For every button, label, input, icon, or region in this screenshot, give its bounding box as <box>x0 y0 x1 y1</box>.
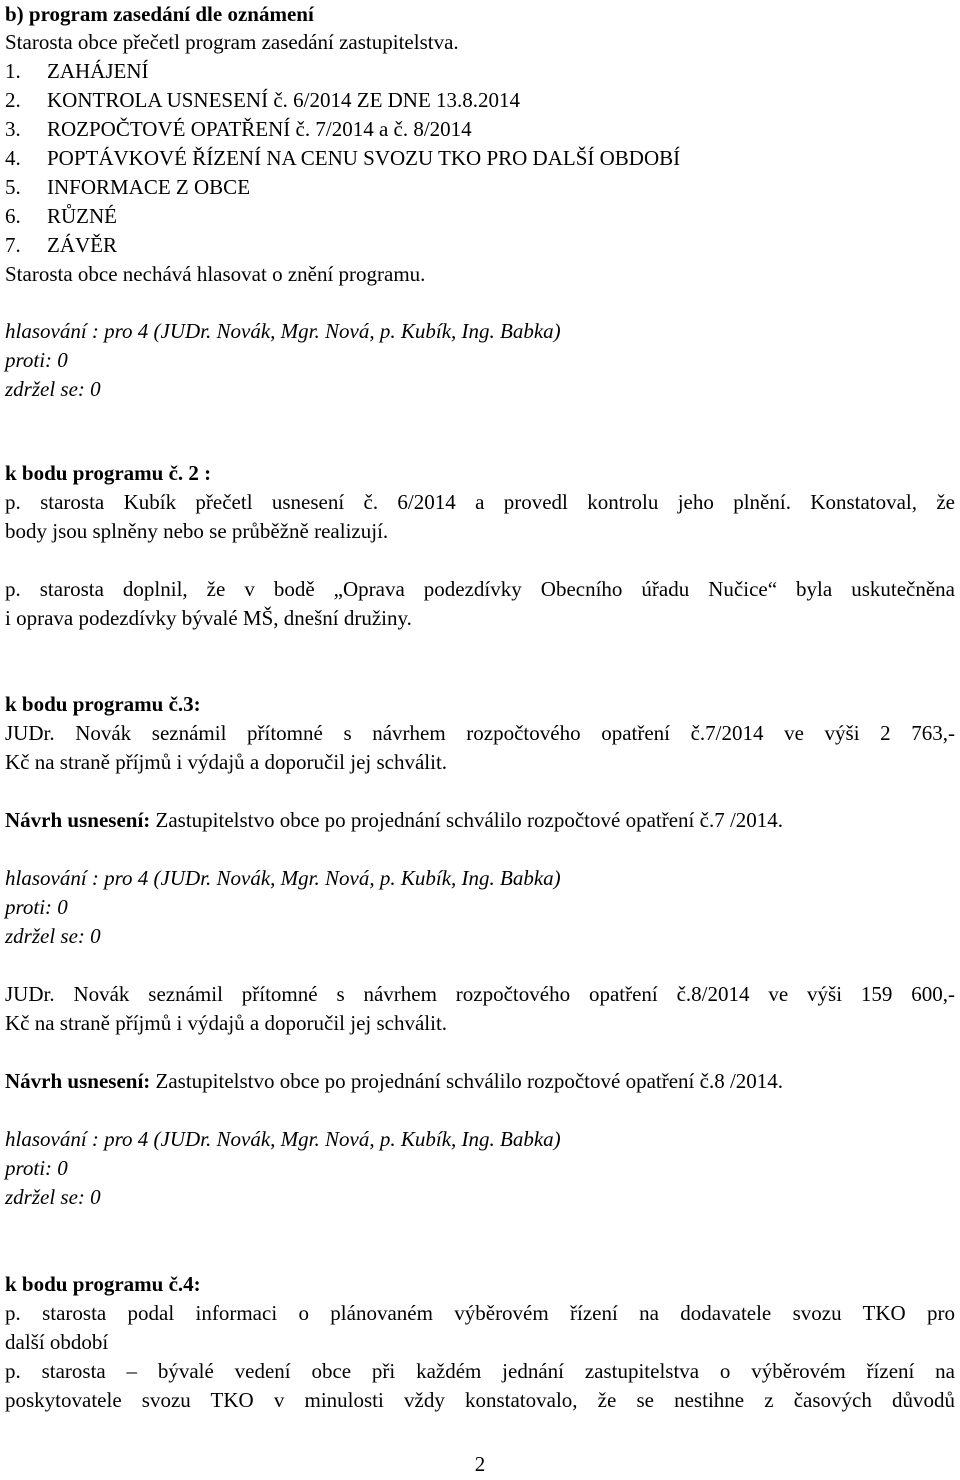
point-2-paragraph-1-line-2: body jsou splněny nebo se průběžně realizují. <box>5 519 389 543</box>
item-text: KONTROLA USNESENÍ č. 6/2014 ZE DNE 13.8.2014 <box>47 88 521 112</box>
item-number: 5. <box>5 175 21 199</box>
item-text: POPTÁVKOVÉ ŘÍZENÍ NA CENU SVOZU TKO PRO DALŠÍ OBDOBÍ <box>47 146 681 170</box>
point-2-paragraph-2-line-2: i oprava podezdívky bývalé MŠ, dnešní družiny. <box>5 606 412 630</box>
resolution-proposal <box>5 1067 783 1095</box>
program-item <box>5 144 680 172</box>
vote-abstain: zdržel se: 0 <box>5 1185 101 1209</box>
program-item <box>5 115 472 143</box>
item-number: 2. <box>5 88 21 112</box>
resolution-text: Zastupitelstvo obce po projednání schválilo rozpočtové opatření č.8 /2014. <box>150 1069 784 1093</box>
item-text: ZAHÁJENÍ <box>47 59 149 83</box>
point-3-a-line-2: Kč na straně příjmů i výdajů a doporučil jej schválit. <box>5 750 448 774</box>
vote-for: hlasování : pro 4 (JUDr. Novák, Mgr. Nová, p. Kubík, Ing. Babka) <box>5 319 561 343</box>
vote-call: Starosta obce nechává hlasovat o znění programu. <box>5 262 426 286</box>
point-2-heading: k bodu programu č. 2 : <box>5 461 212 485</box>
program-item <box>5 86 520 114</box>
point-4-heading: k bodu programu č.4: <box>5 1272 201 1296</box>
item-number: 6. <box>5 204 21 228</box>
item-text: RŮZNÉ <box>47 204 117 228</box>
item-number: 7. <box>5 233 21 257</box>
point-2-paragraph-1-line-1: p. starosta Kubík přečetl usnesení č. 6/2014 a provedl kontrolu jeho plnění. Konstatoval, že <box>5 490 955 514</box>
item-text: ROZPOČTOVÉ OPATŘENÍ č. 7/2014 a č. 8/2014 <box>47 117 472 141</box>
vote-against: proti: 0 <box>5 348 68 372</box>
point-4-line-2: další období <box>5 1330 109 1354</box>
resolution-proposal <box>5 806 783 834</box>
point-3-a-line-1: JUDr. Novák seznámil přítomné s návrhem rozpočtového opatření č.7/2014 ve výši 2 763,- <box>5 721 955 745</box>
vote-against: proti: 0 <box>5 1156 68 1180</box>
item-number: 1. <box>5 59 21 83</box>
point-3-b-line-2: Kč na straně příjmů i výdajů a doporučil jej schválit. <box>5 1011 448 1035</box>
point-4-line-3: p. starosta – bývalé vedení obce při každém jednání zastupitelstva o výběrovém řízení na <box>5 1359 955 1383</box>
vote-against: proti: 0 <box>5 895 68 919</box>
point-3-heading: k bodu programu č.3: <box>5 692 201 716</box>
item-text: INFORMACE Z OBCE <box>47 175 251 199</box>
point-3-b-line-1: JUDr. Novák seznámil přítomné s návrhem rozpočtového opatření č.8/2014 ve výši 159 600,- <box>5 982 955 1006</box>
resolution-label: Návrh usnesení: <box>5 808 151 832</box>
point-4-line-1: p. starosta podal informaci o plánovaném výběrovém řízení na dodavatele svozu TKO pro <box>5 1301 955 1325</box>
item-text: ZÁVĚR <box>47 233 117 257</box>
resolution-label: Návrh usnesení: <box>5 1069 151 1093</box>
program-item <box>5 231 117 259</box>
point-4-line-4: poskytovatele svozu TKO v minulosti vždy konstatovalo, že se nestihne z časových důvodů <box>5 1388 955 1412</box>
program-item <box>5 202 117 230</box>
program-item <box>5 57 148 85</box>
program-item <box>5 173 250 201</box>
page-number: 2 <box>474 1452 486 1476</box>
vote-for: hlasování : pro 4 (JUDr. Novák, Mgr. Nová, p. Kubík, Ing. Babka) <box>5 866 561 890</box>
point-2-paragraph-2-line-1: p. starosta doplnil, že v bodě „Oprava podezdívky Obecního úřadu Nučice“ byla uskutečněna <box>5 577 955 601</box>
section-b-heading: b) program zasedání dle oznámení <box>5 2 314 26</box>
vote-abstain: zdržel se: 0 <box>5 377 101 401</box>
vote-abstain: zdržel se: 0 <box>5 924 101 948</box>
resolution-text: Zastupitelstvo obce po projednání schválilo rozpočtové opatření č.7 /2014. <box>150 808 784 832</box>
program-intro: Starosta obce přečetl program zasedání zastupitelstva. <box>5 30 459 54</box>
item-number: 4. <box>5 146 21 170</box>
item-number: 3. <box>5 117 21 141</box>
vote-for: hlasování : pro 4 (JUDr. Novák, Mgr. Nová, p. Kubík, Ing. Babka) <box>5 1127 561 1151</box>
